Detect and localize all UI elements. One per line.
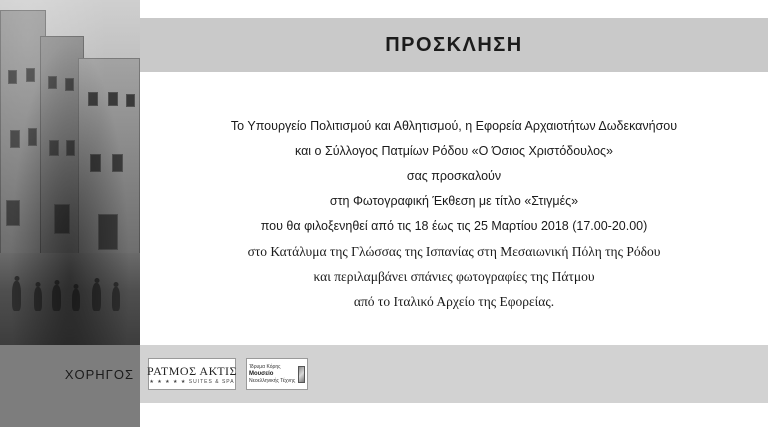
invitation-line: που θα φιλοξενηθεί από τις 18 έως τις 25 Μαρτίου 2018 (17.00-20.00) [260, 219, 648, 233]
sponsor-label: ΧΟΡΗΓΟΣ [64, 366, 134, 382]
invitation-body [140, 72, 768, 345]
building-shape [78, 58, 140, 264]
invitation-line: και ο Σύλλογος Πατμίων Ρόδου «Ο Όσιος Χριστόδουλος» [294, 144, 614, 158]
photo-column [0, 0, 140, 427]
museum-logo-line1: Ίδρυμα Κόρης [249, 363, 281, 370]
sponsor-bar [64, 345, 768, 403]
museum-logo [246, 358, 308, 390]
museum-logo-line2: Μουσείο [249, 370, 274, 377]
ratmos-akti-logo-text: ΡΑΤΜΟΣ ΑΚΤΙΣ [146, 363, 238, 378]
sponsor-logos [148, 358, 308, 390]
invitation-line: σας προσκαλούν [406, 169, 502, 183]
invitation-line: από το Ιταλικό Αρχείο της Εφορείας. [353, 294, 555, 309]
ratmos-akti-logo [148, 358, 236, 390]
header-bar [140, 18, 768, 72]
invitation-line: στο Κατάλυμα της Γλώσσας της Ισπανίας στη Μεσαιωνική Πόλη της Ρόδου [247, 244, 661, 259]
invitation-line: Το Υπουργείο Πολιτισμού και Αθλητισμού, η Εφορεία Αρχαιοτήτων Δωδεκανήσου [230, 119, 678, 133]
museum-logo-mark [298, 366, 305, 383]
invitation-line: και περιλαμβάνει σπάνιες φωτογραφίες της Πάτμου [313, 269, 595, 284]
building-shape [40, 36, 84, 262]
museum-logo-text [249, 364, 295, 385]
building-shape [0, 10, 46, 260]
footer-spacer [140, 403, 768, 427]
ratmos-akti-logo-stars: ★ ★ ★ ★ ★ SUITES & SPA [149, 378, 235, 385]
museum-logo-line3: Νεοελληνικής Τέχνης [249, 377, 296, 384]
photo-foreground [0, 253, 140, 345]
page-title: ΠΡΟΣΚΛΗΣΗ [385, 33, 523, 56]
historic-village-photograph [0, 0, 140, 345]
invitation-line: στη Φωτογραφική Έκθεση με τίτλο «Στιγμές» [329, 194, 579, 208]
photo-bottom-strip [0, 345, 140, 427]
